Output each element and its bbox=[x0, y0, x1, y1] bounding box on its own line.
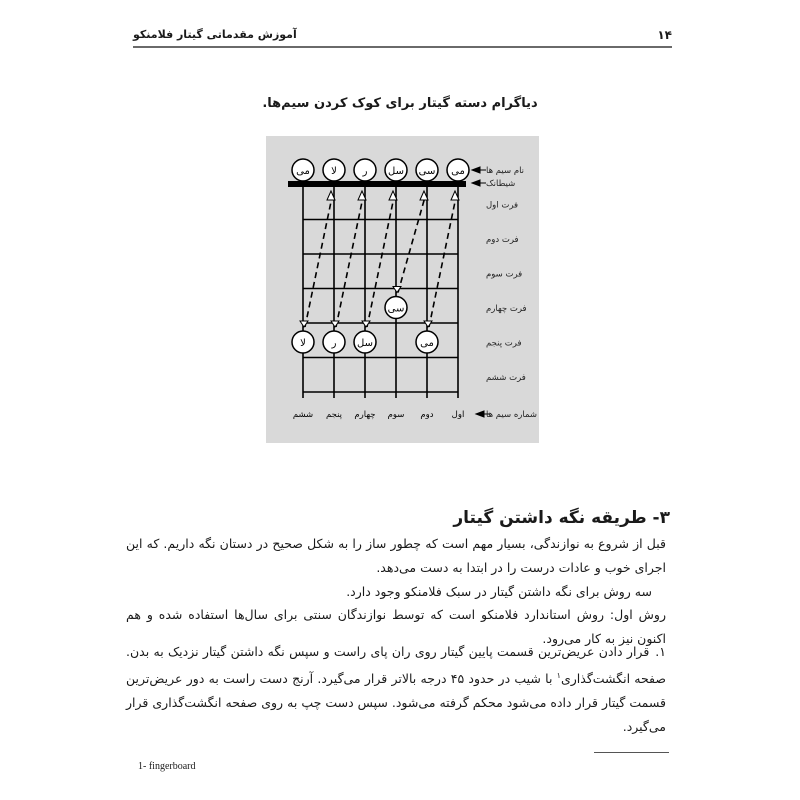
footnote-rule bbox=[594, 752, 669, 753]
figure-caption: دیاگرام دسته گیتار برای کوک کردن سیم‌ها. bbox=[262, 96, 538, 111]
footnote-ref[interactable]: ۱ bbox=[556, 671, 561, 680]
dashed-arrow-icon bbox=[398, 197, 425, 293]
fret-label: فرت ششم bbox=[486, 373, 526, 383]
dashed-arrow-icon bbox=[336, 197, 363, 327]
open-note-label: ر bbox=[362, 166, 368, 177]
label-nut: شیطانک bbox=[486, 179, 516, 189]
nut bbox=[288, 181, 466, 187]
label-string-names: نام سیم ها bbox=[486, 166, 525, 176]
arrow-left-icon bbox=[472, 180, 486, 186]
fretted-note-label: سل bbox=[357, 338, 373, 349]
string-number-label: اول bbox=[451, 410, 465, 420]
string-number-label: دوم bbox=[420, 410, 434, 420]
footnote: 1- fingerboard bbox=[138, 761, 196, 772]
string-number-label: پنجم bbox=[325, 410, 343, 420]
fret-label: فرت پنجم bbox=[486, 338, 522, 349]
string-number-label: سوم bbox=[387, 410, 405, 420]
arrow-tail-icon bbox=[362, 321, 370, 327]
fret-label: فرت اول bbox=[486, 200, 519, 211]
dashed-arrow-icon bbox=[305, 197, 332, 327]
list-text-part-2: با شیب در حدود ۴۵ درجه بالاتر قرار می‌گیرد. آرنج دست راست به دور عریض‌ترین قسمت گیتار قرار داده می‌شود محکم گرفته می‌شود. سپس دست چپ به روی صفحه انگشت‌گذاری قرار می‌گیرد. bbox=[126, 671, 666, 735]
open-note-label: لا bbox=[331, 166, 337, 177]
fretboard-diagram bbox=[266, 136, 539, 443]
fret-label: فرت دوم bbox=[486, 235, 519, 245]
arrow-tail-icon bbox=[300, 321, 308, 327]
open-note-label: سی bbox=[418, 166, 436, 177]
fretboard-svg bbox=[266, 136, 539, 443]
arrow-tail-icon bbox=[424, 321, 432, 327]
string-number-label: چهارم bbox=[354, 410, 376, 420]
fretted-note-label: لا bbox=[300, 338, 306, 349]
open-note-label: سل bbox=[388, 166, 404, 177]
section-heading: ۳- طریقه نگه داشتن گیتار bbox=[453, 508, 670, 528]
fretted-note-label: سی bbox=[387, 303, 405, 315]
fretted-note-label: ر bbox=[331, 338, 337, 349]
header-rule bbox=[133, 46, 672, 48]
list-item bbox=[126, 640, 666, 739]
paragraph-method-one: روش اول: روش استاندارد فلامنکو است که توسط نوازندگان سنتی برای سال‌ها استفاده شده و هم اکنون نیز به کار می‌رود. bbox=[126, 607, 666, 646]
arrow-tail-icon bbox=[331, 321, 339, 327]
open-note-label: می bbox=[451, 166, 465, 177]
label-string-numbers: شماره سیم ها bbox=[486, 410, 538, 420]
dashed-arrow-icon bbox=[429, 197, 456, 327]
arrow-tail-icon bbox=[393, 287, 401, 293]
open-note-label: می bbox=[296, 166, 310, 177]
paragraph-intro: قبل از شروع به نوازندگی، بسیار مهم است که چطور ساز را به شکل صحیح در دستان نگه داریم. که این اجرای خوب و عادات درست را در ابتدا به دست می‌دهد. bbox=[126, 536, 666, 575]
page-header bbox=[133, 28, 672, 44]
running-title: آموزش مقدماتی گیتار فلامنکو bbox=[133, 28, 297, 41]
list-text-part-1: قرار دادن عریض‌ترین قسمت پایین گیتار روی ران پای راست و سپس نگه داشتن گیتار نزدیک به بدن. صفحه انگشت‌گذاری bbox=[126, 644, 666, 687]
string-number-label: ششم bbox=[292, 410, 314, 420]
fret-label: فرت چهارم bbox=[486, 304, 527, 314]
fret-label: فرت سوم bbox=[486, 269, 523, 280]
arrow-left-icon bbox=[472, 167, 486, 173]
fretted-note-label: می bbox=[420, 338, 434, 349]
list-number: ۱. bbox=[655, 644, 666, 659]
page-number: ۱۴ bbox=[657, 28, 672, 42]
paragraph-methods: سه روش برای نگه داشتن گیتار در سبک فلامنکو وجود دارد. bbox=[346, 584, 652, 599]
